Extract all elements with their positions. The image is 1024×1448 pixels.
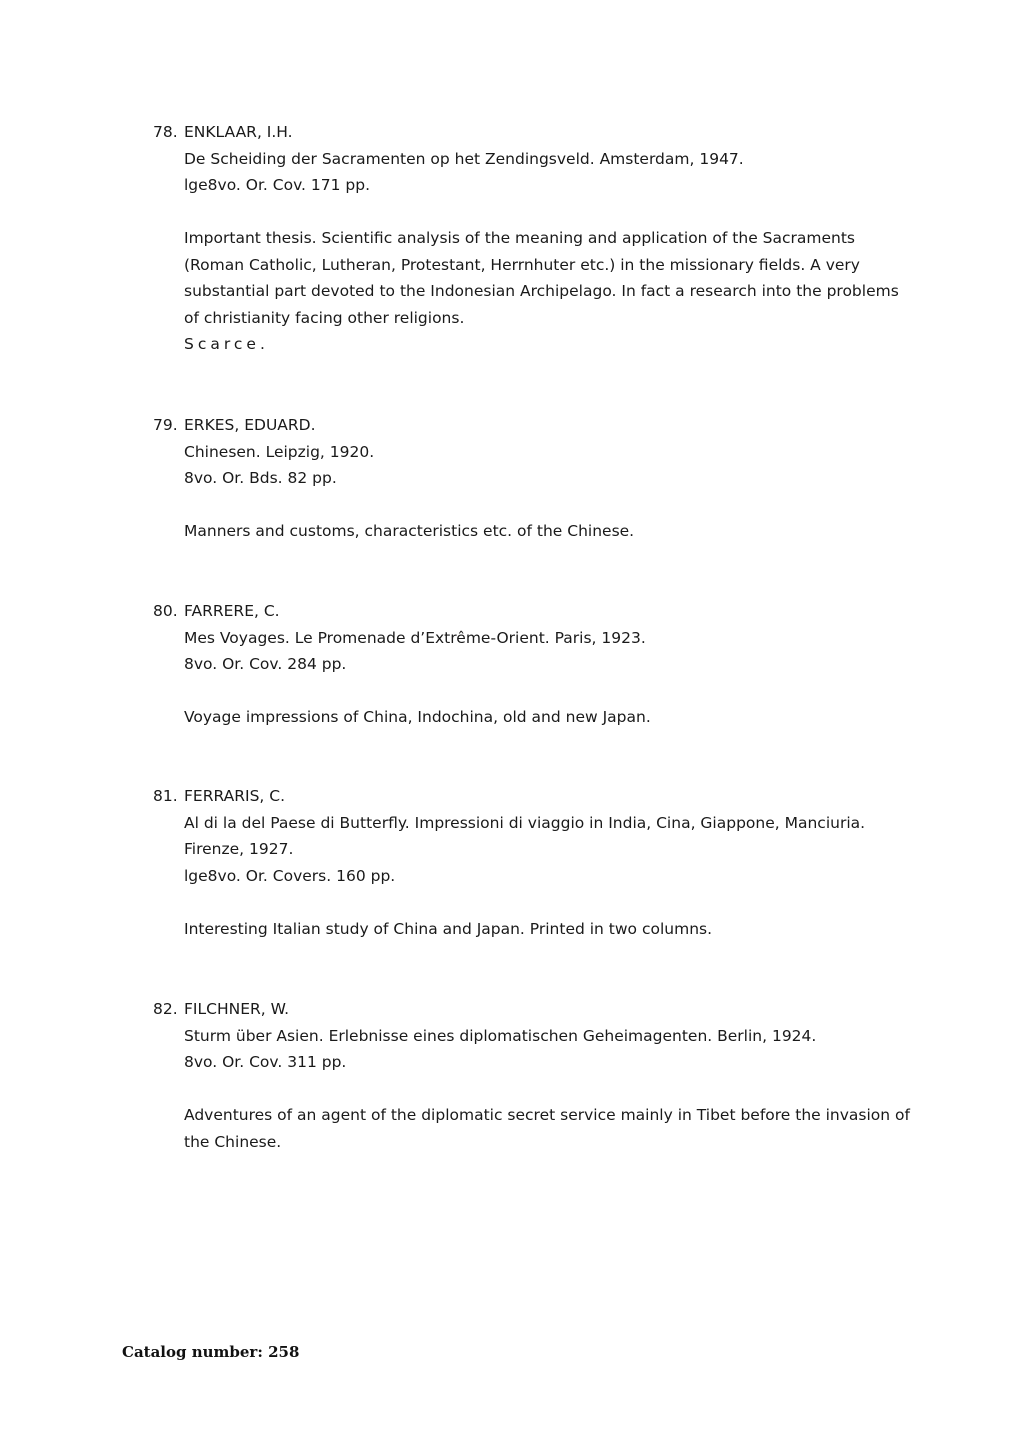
entry-description: Important thesis. Scientific analysis of the meaning and application of the Sacraments (Roman Catholic, Lutheran, Protestant, Herrnhuter etc.) in the missionary fields. A very substantial part devoted to the Indonesian Archipelago. In fact a research into the problems of christianity facing other religions.	[184, 229, 899, 327]
catalog-entry-82	[153, 996, 913, 1155]
entry-format: 8vo. Or. Cov. 284 pp.	[184, 655, 347, 673]
catalog-number-footer: Catalog number: 258	[122, 1343, 300, 1361]
entry-description: Voyage impressions of China, Indochina, old and new Japan.	[184, 708, 651, 726]
entry-author: FARRERE, C.	[184, 602, 280, 620]
entry-author: ENKLAAR, I.H.	[184, 123, 293, 141]
entry-title: Al di la del Paese di Butterfly. Impressioni di viaggio in India, Cina, Giappone, Manciuria.	[184, 813, 866, 832]
entry-format: 8vo. Or. Cov. 311 pp.	[184, 1053, 347, 1071]
entry-description: Adventures of an agent of the diplomatic secret service mainly in Tibet before the invasion of the Chinese.	[184, 1106, 910, 1151]
entry-title: Sturm über Asien. Erlebnisse eines diplomatischen Geheimagenten. Berlin, 1924.	[184, 1026, 817, 1045]
catalog-entry-80	[153, 598, 913, 731]
catalog-entry-79	[153, 412, 913, 545]
entry-description: Manners and customs, characteristics etc. of the Chinese.	[184, 522, 635, 540]
entry-number: 79.	[153, 416, 178, 434]
entry-format: lge8vo. Or. Covers. 160 pp.	[184, 866, 396, 885]
catalog-entry-78	[153, 119, 913, 358]
entry-description: Interesting Italian study of China and Japan. Printed in two columns.	[184, 919, 713, 938]
entry-number: 82.	[153, 1000, 178, 1018]
entry-title: De Scheiding der Sacramenten op het Zendingsveld. Amsterdam, 1947.	[184, 149, 744, 168]
entry-format: lge8vo. Or. Cov. 171 pp.	[184, 176, 371, 194]
entry-author: FERRARIS, C.	[184, 787, 286, 805]
entry-title-continued: Firenze, 1927.	[184, 840, 294, 858]
entry-title: Mes Voyages. Le Promenade d’Extrême-Orient. Paris, 1923.	[184, 628, 646, 647]
entry-number: 78.	[153, 123, 178, 141]
entry-number: 80.	[153, 602, 178, 620]
entry-author: FILCHNER, W.	[184, 1000, 290, 1018]
entry-note: Scarce.	[184, 335, 269, 353]
entry-author: ERKES, EDUARD.	[184, 416, 316, 434]
entry-title: Chinesen. Leipzig, 1920.	[184, 442, 375, 461]
entry-number: 81.	[153, 787, 178, 805]
catalog-entry-81	[153, 783, 913, 942]
entry-format: 8vo. Or. Bds. 82 pp.	[184, 469, 337, 487]
